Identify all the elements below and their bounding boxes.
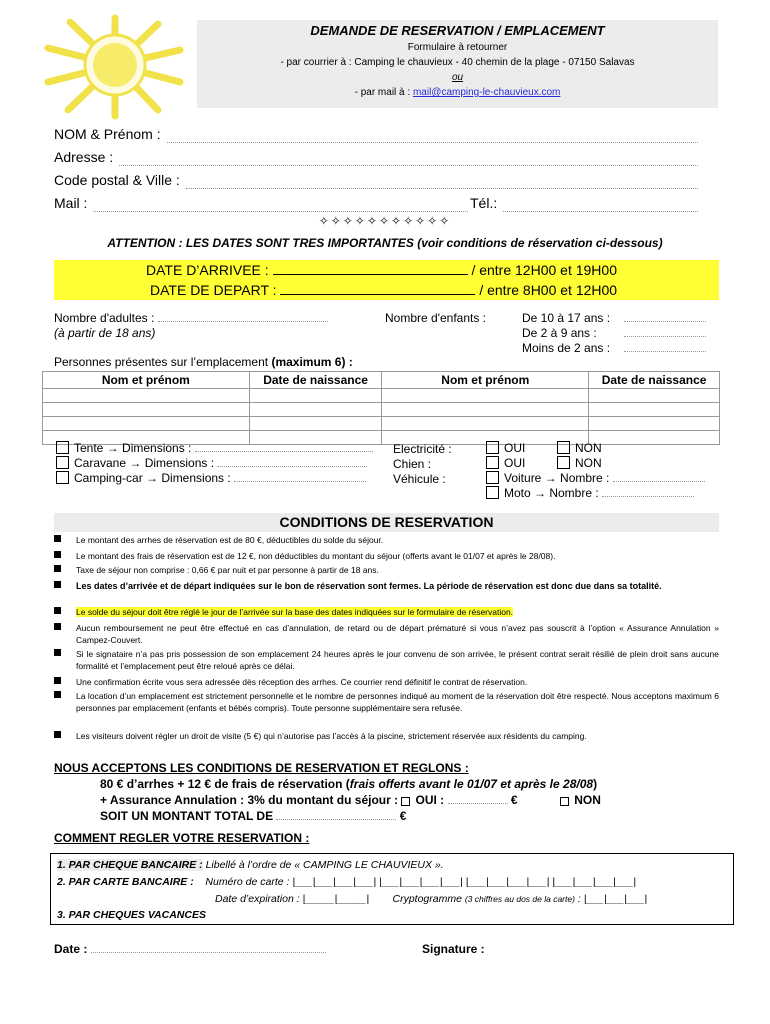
mail-prefix: - par mail à : [354, 87, 413, 98]
name-label: NOM & Prénom : [54, 126, 161, 142]
mail-link[interactable]: mail@camping-le-chauvieux.com [412, 87, 561, 98]
table-row[interactable] [43, 403, 720, 417]
total-line[interactable]: SOIT UN MONTANT TOTAL DE € [100, 809, 407, 823]
acceptance-section [54, 760, 719, 824]
signature-label: Signature : [422, 942, 485, 956]
insurance-no-checkbox[interactable] [560, 797, 569, 806]
condition-item: Les visiteurs doivent régler un droit de visite (5 €) qui n’autorise pas l’accès à la piscine, strictement réservée aux résidents du camping. [54, 730, 719, 742]
condition-item: Le montant des frais de réservation est de 12 €, non déductibles du montant du séjour (offerts avant le 01/07 et après le 28/08). [54, 550, 719, 562]
departure-hours: / entre 8H00 et 12H00 [479, 282, 618, 298]
insurance-yes-checkbox[interactable] [401, 797, 410, 806]
deposit-line: 80 € d’arrhes + 12 € de frais de réservation (frais offerts avant le 01/07 et après le 28/08) [100, 777, 598, 791]
conditions-title: CONDITIONS DE RESERVATION [54, 513, 719, 532]
condition-item: Les dates d’arrivée et de départ indiquées sur le bon de réservation sont fermes. La période de réservation est donc due dans sa totalité. [54, 580, 719, 592]
dog-yes-checkbox[interactable] [486, 456, 499, 469]
adults-field[interactable] [54, 311, 328, 326]
address-field[interactable] [54, 148, 698, 166]
col-name-1: Nom et prénom [43, 372, 250, 389]
diamond-divider: ✧✧✧✧✧✧✧✧✧✧✧ [318, 214, 452, 228]
children-label: Nombre d'enfants : [385, 311, 487, 325]
col-name-2: Nom et prénom [382, 372, 589, 389]
table-row[interactable] [43, 389, 720, 403]
payment-box [50, 853, 734, 925]
age-under-2-field[interactable] [522, 341, 712, 356]
payment-vouchers: 3. PAR CHEQUES VACANCES [57, 909, 206, 921]
col-birth-1: Date de naissance [249, 372, 382, 389]
condition-item: Aucun remboursement ne peut être effectué en cas d’annulation, de retard ou de départ prématuré si vous n’avez pas souscrit à l’option « Assurance Annulation » Campez-Couvert. [54, 622, 719, 646]
acceptance-title: NOUS ACCEPTONS LES CONDITIONS DE RESERVATION ET REGLONS : [54, 761, 469, 775]
form-subtitle: Formulaire à retourner [407, 42, 508, 53]
electricity-yes-checkbox[interactable] [486, 441, 499, 454]
mail-field[interactable] [54, 194, 468, 212]
postal-city-field[interactable] [54, 171, 698, 189]
arrival-date-row[interactable] [146, 260, 617, 280]
dog-no-checkbox[interactable] [557, 456, 570, 469]
arrival-label: DATE D’ARRIVEE : [146, 262, 269, 278]
mail-label: Mail : [54, 195, 88, 211]
payment-cheque: 1. PAR CHEQUE BANCAIRE : Libellé à l’ordre de « CAMPING LE CHAUVIEUX ». [57, 859, 444, 871]
campingcar-option[interactable]: Camping-car → Dimensions : [56, 471, 366, 486]
tent-checkbox[interactable] [56, 441, 69, 454]
form-title: DEMANDE DE RESERVATION / EMPLACEMENT [310, 23, 605, 38]
phone-label: Tél.: [470, 195, 498, 211]
age-10-17-field[interactable] [522, 311, 712, 326]
postal-address: - par courrier à : Camping le chauvieux - 40 chemin de la plage - 07150 Salavas [280, 57, 635, 68]
adults-label: Nombre d'adultes : [54, 311, 155, 325]
header-box [197, 20, 718, 108]
dog-label: Chien : [393, 457, 432, 471]
persons-table [42, 371, 720, 445]
electricity-yes[interactable]: OUI [486, 441, 525, 456]
date-field[interactable]: Date : [54, 942, 326, 956]
car-option[interactable]: Voiture → Nombre : [486, 471, 705, 486]
dog-yes[interactable]: OUI [486, 456, 525, 471]
moto-checkbox[interactable] [486, 486, 499, 499]
insurance-line: + Assurance Annulation : 3% du montant du séjour : OUI : € NON [100, 793, 601, 807]
payment-card[interactable]: 2. PAR CARTE BANCAIRE : Numéro de carte : |___|___|___|___| |___|___|___|___| |___|___|___|___| |___|___|___|___| [57, 876, 636, 888]
condition-item: Une confirmation écrite vous sera adressée dès réception des arrhes. Ce courrier rend définitif le contrat de réservation. [54, 676, 719, 688]
address-label: Adresse : [54, 149, 114, 165]
condition-item: La location d’un emplacement est strictement personnelle et le nombre de personnes indiqué au moment de la réservation doit être respecté. Nous acceptons maximum 6 personnes par emplacement (enfants et bébés compris). Toute personne supplémentaire sera refusée. [54, 690, 719, 714]
sun-logo [40, 10, 190, 120]
age-10-17-label: De 10 à 17 ans : [522, 311, 611, 325]
condition-item: Le montant des arrhes de réservation est de 80 €, déductibles du solde du séjour. [54, 534, 719, 546]
car-checkbox[interactable] [486, 471, 499, 484]
caravan-option[interactable]: Caravane → Dimensions : [56, 456, 367, 471]
table-row[interactable] [43, 417, 720, 431]
condition-item: Le solde du séjour doit être réglé le jour de l’arrivée sur la base des dates indiquées sur le formulaire de réservation. [54, 606, 719, 618]
persons-heading: Personnes présentes sur l’emplacement (maximum 6) : [54, 355, 353, 369]
or-text: ou [451, 72, 464, 83]
electricity-label: Electricité : [393, 442, 452, 456]
arrival-hours: / entre 12H00 et 19H00 [471, 262, 617, 278]
mail-line [197, 85, 718, 100]
vehicle-label: Véhicule : [393, 472, 446, 486]
payment-title: COMMENT REGLER VOTRE RESERVATION : [54, 831, 310, 845]
age-under-2-label: Moins de 2 ans : [522, 341, 611, 355]
electricity-no[interactable]: NON [557, 441, 602, 456]
electricity-no-checkbox[interactable] [557, 441, 570, 454]
payment-expiry[interactable]: Date d’expiration : |_____|_____| Cryptogramme (3 chiffres au dos de la carte) : |___|___|___| [215, 893, 648, 905]
campingcar-checkbox[interactable] [56, 471, 69, 484]
caravan-checkbox[interactable] [56, 456, 69, 469]
dates-box [54, 260, 719, 300]
moto-option[interactable]: Moto → Nombre : [486, 486, 694, 501]
condition-item: Si le signataire n’a pas pris possession de son emplacement 24 heures après le jour convenu de son arrivée, le présent contrat serait résilié de plein droit sans aucune formalité et l’emplacement peut être reloué après ce délai. [54, 648, 719, 672]
name-field[interactable] [54, 125, 698, 143]
postal-city-label: Code postal & Ville : [54, 172, 180, 188]
age-2-9-label: De 2 à 9 ans : [522, 326, 597, 340]
table-header-row [43, 372, 720, 389]
condition-item: Taxe de séjour non comprise : 0,66 € par nuit et par personne à partir de 18 ans. [54, 564, 719, 576]
departure-label: DATE DE DEPART : [150, 282, 277, 298]
tent-option[interactable]: Tente → Dimensions : [56, 441, 373, 456]
age-2-9-field[interactable] [522, 326, 712, 341]
phone-field[interactable] [470, 194, 698, 212]
attention-text: ATTENTION : LES DATES SONT TRES IMPORTANTES (voir conditions de réservation ci-dessous) [107, 236, 663, 250]
adults-note: (à partir de 18 ans) [54, 326, 156, 340]
col-birth-2: Date de naissance [589, 372, 720, 389]
dog-no[interactable]: NON [557, 456, 602, 471]
departure-date-row[interactable] [150, 280, 617, 300]
